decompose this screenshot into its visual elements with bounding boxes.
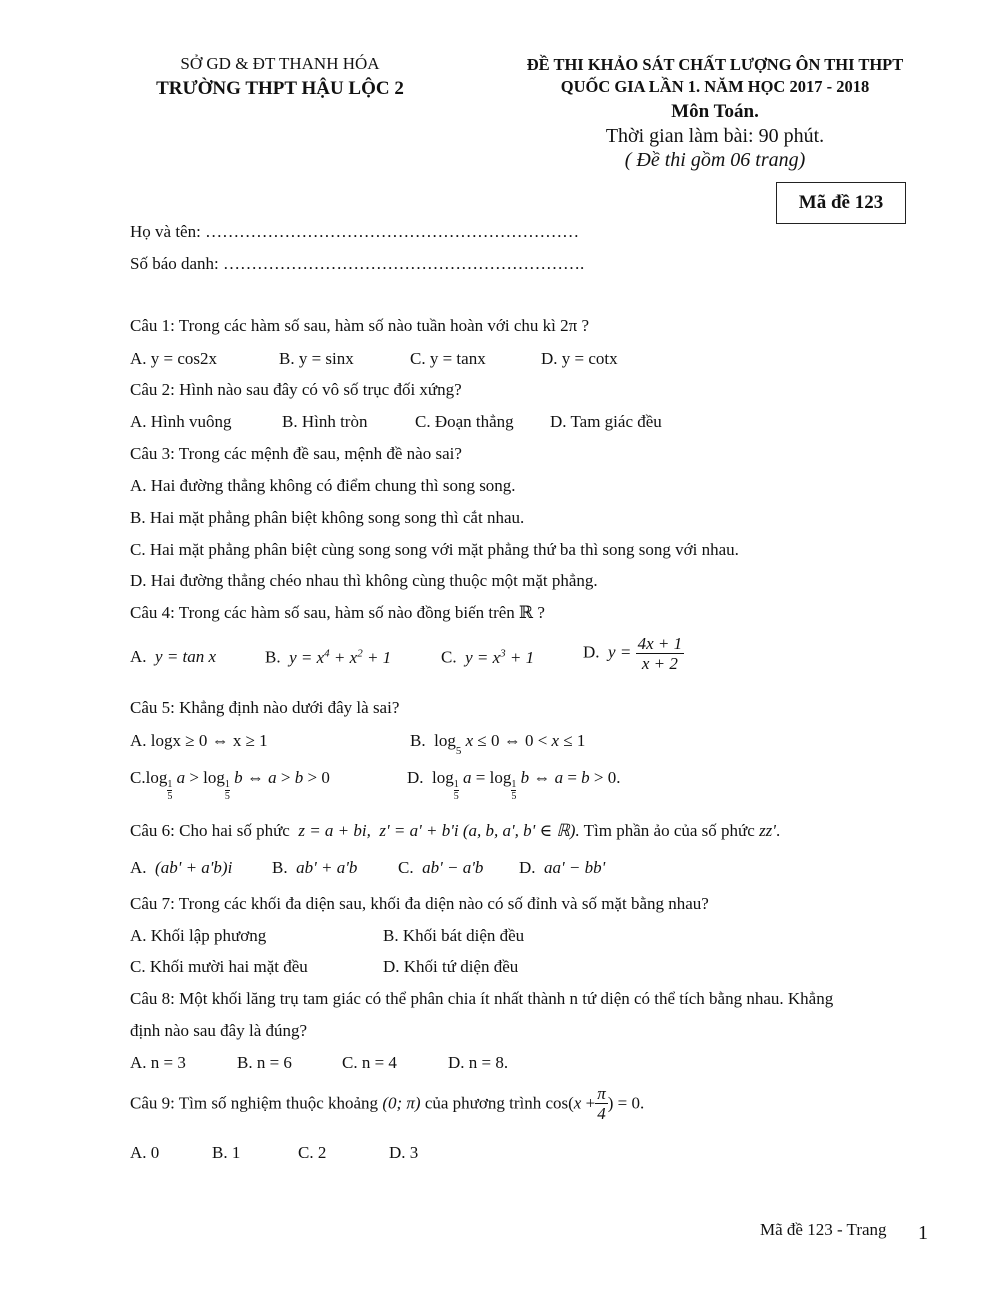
q9-option-b: B. 1 <box>212 1143 241 1162</box>
q9-option-c: C. 2 <box>298 1143 327 1162</box>
q8-option-c: C. n = 4 <box>342 1053 397 1072</box>
question-3: Câu 3: Trong các mệnh đề sau, mệnh đề nào sai? <box>130 444 462 463</box>
question-9-text-2: của phương trình <box>424 1093 542 1113</box>
school-name: TRƯỜNG THPT HẬU LỘC 2 <box>156 78 404 99</box>
q6-option-c-expr: ab' − a'b <box>422 858 484 877</box>
q1-option-c: C. y = tanx <box>410 349 486 368</box>
department-name: SỞ GD & ĐT THANH HÓA <box>180 54 380 73</box>
q4-option-d-numerator: 4x + 1 <box>637 634 683 653</box>
question-2: Câu 2: Hình nào sau đây có vô số trục đối xứng? <box>130 380 462 399</box>
q5-option-c: C.log $\frac{1}{5}$ a > log $\frac{1}{5}$ b ⇔ a > b > 0 <box>130 768 330 802</box>
q8-option-a: A. n = 3 <box>130 1053 186 1072</box>
q4-option-d-letter: D. <box>583 642 600 662</box>
q4-option-a-expr: y = tan x <box>155 647 217 666</box>
footer-label: Mã đề 123 - Trang <box>760 1220 887 1239</box>
q3-option-a: A. Hai đường thẳng không có điểm chung thì song song. <box>130 476 516 495</box>
q4-option-d-denominator: x + 2 <box>641 654 678 673</box>
question-9: Câu 9: Tìm số nghiệm thuộc khoảng (0; π) của phương trình cos(x + $\frac{\pi}{4}$ ) = 0. <box>130 1084 645 1123</box>
q6-option-b-letter: B. <box>272 858 288 877</box>
q6-option-a-expr: (ab' + a'b)i <box>155 858 233 877</box>
exam-title-line-2: QUỐC GIA LẦN 1. NĂM HỌC 2017 - 2018 <box>560 77 870 96</box>
question-5: Câu 5: Khẳng định nào dưới đây là sai? <box>130 698 400 717</box>
q6-option-b <box>272 858 357 878</box>
q3-option-c: C. Hai mặt phẳng phân biệt cùng song song với mặt phẳng thứ ba thì song song với nhau. <box>130 540 739 559</box>
question-4: Câu 4: Trong các hàm số sau, hàm số nào đồng biến trên ℝ ? <box>130 603 545 622</box>
question-7: Câu 7: Trong các khối đa diện sau, khối đa diện nào có số đỉnh và số mặt bằng nhau? <box>130 894 709 913</box>
q6-option-c <box>398 858 483 878</box>
q6-option-b-expr: ab' + a'b <box>296 858 358 877</box>
q2-option-c: C. Đoạn thẳng <box>415 412 514 431</box>
q1-option-a: A. y = cos2x <box>130 349 218 368</box>
q8-option-b: B. n = 6 <box>237 1053 292 1072</box>
question-6-text: Câu 6: Cho hai số phức <box>130 821 290 840</box>
q5-option-d-letter: D. <box>407 768 424 787</box>
q2-option-a: A. Hình vuông <box>130 412 232 431</box>
q7-option-a: A. Khối lập phương <box>130 926 267 945</box>
q1-option-d: D. y = cotx <box>541 349 618 368</box>
question-6: Câu 6: Cho hai số phức z = a + bi, z' = a' + b'i (a, b, a', b' ∈ ℝ). Tìm phần ảo của số phức zz'. <box>130 821 781 840</box>
q6-option-d <box>519 858 605 878</box>
q4-option-b-letter: B. <box>265 647 281 667</box>
header-left <box>130 54 430 100</box>
q8-option-d: D. n = 8. <box>448 1053 509 1072</box>
q4-option-d-fraction <box>636 634 685 673</box>
question-9-text: Câu 9: Tìm số nghiệm thuộc khoảng <box>130 1093 379 1113</box>
student-id-line: Số báo danh: ………………………………………………………. <box>130 254 585 273</box>
q5-option-b: B. $\log_5 x \le 0$ ⇔ 0 < x ≤ 1 <box>410 731 586 757</box>
q2-option-b: B. Hình tròn <box>282 412 368 431</box>
q7-option-b: B. Khối bát diện đều <box>383 926 525 945</box>
q6-option-d-letter: D. <box>519 858 536 877</box>
q3-option-b: B. Hai mặt phẳng phân biệt không song song thì cắt nhau. <box>130 508 525 527</box>
q4-option-d: D. y = $\frac{4x + 1}{x + 2}$ <box>583 634 683 673</box>
q1-option-b: B. y = sinx <box>279 349 354 368</box>
question-8-line-2: định nào sau đây là đúng? <box>130 1021 308 1040</box>
question-6-text-2: Tìm phần ảo của số phức <box>583 821 755 840</box>
q5-option-c-letter: C. <box>130 768 146 787</box>
question-8-line-1: Câu 8: Một khối lăng trụ tam giác có thể phân chia ít nhất thành n tứ diện có thể tích bằng nhau. Khẳng <box>130 989 834 1008</box>
page-count: ( Đề thi gồm 06 trang) <box>624 149 806 171</box>
page-number: 1 <box>918 1222 928 1244</box>
q3-option-d: D. Hai đường thẳng chéo nhau thì không cùng thuộc một mặt phẳng. <box>130 571 598 590</box>
q4-option-c-letter: C. <box>441 647 457 667</box>
q5-option-b-letter: B. <box>410 731 426 750</box>
q7-option-d: D. Khối tứ diện đều <box>383 957 519 976</box>
q9-option-a: A. 0 <box>130 1143 160 1162</box>
time-limit: Thời gian làm bài: 90 phút. <box>605 125 825 147</box>
exam-title-line-1: ĐỀ THI KHẢO SÁT CHẤT LƯỢNG ÔN THI THPT <box>526 55 904 74</box>
q7-option-c: C. Khối mười hai mặt đều <box>130 957 308 976</box>
q4-option-b: B. $y = x^4 + x^2 + 1$ <box>265 647 392 667</box>
q5-option-a: A. logx ≥ 0 ⇔ x ≥ 1 <box>130 731 268 750</box>
subject: Môn Toán. <box>671 101 759 122</box>
q9-option-d: D. 3 <box>389 1143 419 1162</box>
header-right <box>480 54 950 172</box>
student-name-line: Họ và tên: ………………………………………………………… <box>130 222 580 241</box>
q6-option-a-letter: A. <box>130 858 147 877</box>
q4-option-a <box>130 647 216 667</box>
q6-option-c-letter: C. <box>398 858 414 877</box>
question-1: Câu 1: Trong các hàm số sau, hàm số nào tuần hoàn với chu kì 2π ? <box>130 316 590 335</box>
q4-option-a-letter: A. <box>130 647 147 666</box>
q6-option-a <box>130 858 232 878</box>
q4-option-c: C. $y = x^3 + 1$ <box>441 647 535 667</box>
q2-option-d: D. Tam giác đều <box>550 412 662 431</box>
q5-option-d: D. log $\frac{1}{5}$ a = log $\frac{1}{5}$ b ⇔ a = b > 0. <box>407 768 621 802</box>
q6-option-d-expr: aa' − bb' <box>544 858 606 877</box>
exam-code-box: Mã đề 123 <box>776 182 906 224</box>
